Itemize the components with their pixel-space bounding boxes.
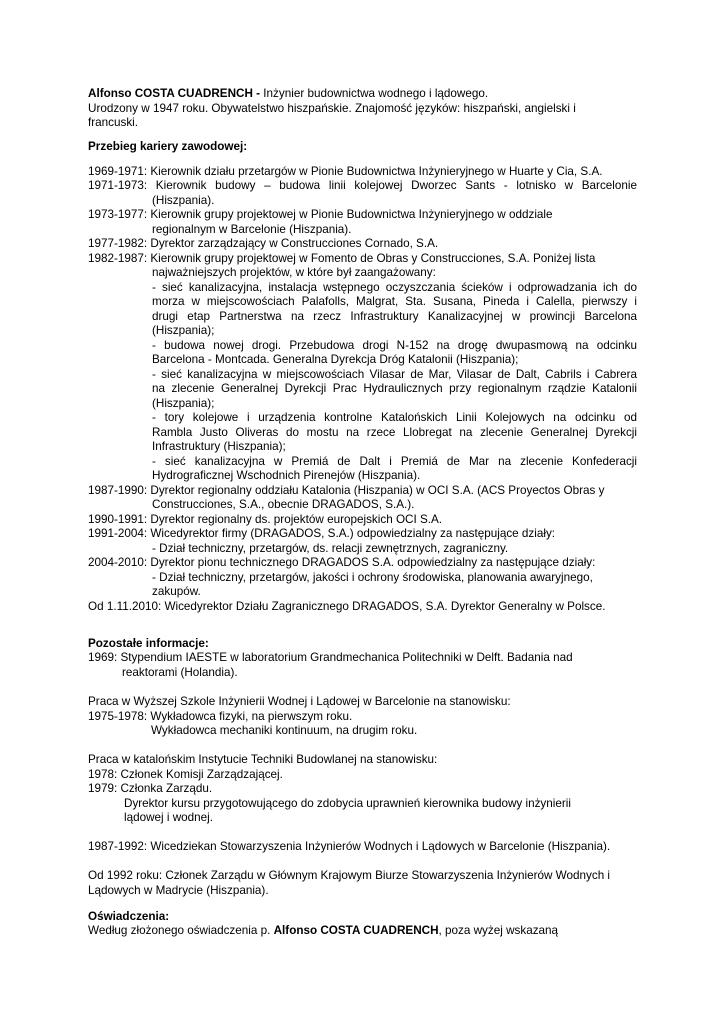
- career-line: (Hiszpania).: [152, 194, 215, 207]
- statements-person-name: Alfonso COSTA CUADRENCH: [273, 924, 439, 937]
- career-line: 1973-1977: Kierownik grupy projektowej w Pionie Budownictwa Inżynieryjnego w oddziale: [88, 208, 553, 221]
- career-line: 1987-1990: Dyrektor regionalny oddziału Katalonia (Hiszpania) w OCI S.A. (ACS Proyectos Obras y: [88, 484, 605, 497]
- project-line: (Hiszpania);: [152, 397, 215, 410]
- career-line: Construcciones, S.A., obecnie DRAGADOS, S.A.).: [152, 498, 415, 511]
- project-line: (Hiszpania);: [152, 324, 215, 337]
- project-line: - sieć kanalizacyjna w Premiá de Dalt i Premiá de Mar na zlecenie Konfederacji: [152, 455, 637, 468]
- person-name: Alfonso COSTA CUADRENCH -: [88, 87, 261, 100]
- project-line: Infrastruktury (Hiszpania);: [152, 440, 286, 453]
- other-heading: Pozostałe informacje:: [88, 637, 209, 650]
- career-line: 1971-1973: Kierownik budowy – budowa linii kolejowej Dworzec Sants - lotnisko w Barcelonie: [88, 179, 637, 192]
- person-title: Inżynier budownictwa wodnego i lądowego.: [260, 87, 489, 100]
- career-line: zakupów.: [152, 585, 201, 598]
- project-line: - tory kolejowe i urządzenia kontrolne Katalońskich Linii Kolejowych na odcinku od: [152, 411, 637, 424]
- intro-line-2: Urodzony w 1947 roku. Obywatelstwo hiszpańskie. Znajomość języków: hiszpański, angielski i: [88, 102, 576, 115]
- other-line: reaktorami (Holandia).: [122, 666, 238, 679]
- statements-text-after: , poza wyżej wskazaną: [438, 924, 559, 937]
- career-line: 1982-1987: Kierownik grupy projektowej w Fomento de Obras y Construcciones, S.A. Poniżej lista: [88, 252, 596, 265]
- career-line: regionalnym w Barcelonie (Hiszpania).: [152, 223, 352, 236]
- career-line: 2004-2010: Dyrektor pionu technicznego DRAGADOS S.A. odpowiedzialny za następujące działy:: [88, 556, 596, 569]
- project-line: Rambla Justo Oliveras do mostu na rzece Llobregat na zlecenie Generalnej Dyrekcji: [152, 426, 637, 439]
- statements-line: [88, 924, 558, 939]
- other-line: Praca w Wyższej Szkole Inżynierii Wodnej i Lądowej w Barcelonie na stanowisku:: [88, 695, 511, 708]
- other-line: lądowej i wodnej.: [124, 811, 214, 824]
- project-line: Hydrograficznej Wschodnich Pirenejów (Hiszpania).: [152, 469, 421, 482]
- other-line: 1969: Stypendium IAESTE w laboratorium Grandmechanica Politechniki w Delft. Badania nad: [88, 651, 573, 664]
- intro-line-3: francuski.: [88, 116, 139, 129]
- other-line: Od 1992 roku: Członek Zarządu w Głównym Krajowym Biurze Stowarzyszenia Inżynierów Wodnych i: [88, 869, 611, 882]
- project-line: drugi etap Partnerstwa na rzecz Infrastruktury Kanalizacyjnej w prowincji Barcelona: [152, 310, 637, 323]
- career-line: - Dział techniczny, przetargów, ds. relacji zewnętrznych, zagraniczny.: [152, 542, 509, 555]
- career-line: Od 1.11.2010: Wicedyrektor Działu Zagranicznego DRAGADOS, S.A. Dyrektor Generalny w Polsce.: [88, 600, 606, 613]
- career-line: 1969-1971: Kierownik działu przetargów w Pionie Budownictwa Inżynieryjnego w Huarte y Cia, S.A.: [88, 165, 603, 178]
- project-line: morza w miejscowościach Palafolls, Malgrat, Sta. Susana, Pineda i Calella, pierwszy i: [152, 295, 637, 308]
- career-line: 1977-1982: Dyrektor zarządzający w Construcciones Cornado, S.A.: [88, 237, 439, 250]
- career-heading: Przebieg kariery zawodowej:: [88, 140, 248, 153]
- project-line: - sieć kanalizacyjna w miejscowościach Vilasar de Mar, Vilasar de Dalt, Cabrils i Cabrera: [152, 368, 637, 381]
- intro-line-1: [88, 87, 488, 102]
- statements-text-before: Według złożonego oświadczenia p.: [88, 924, 274, 937]
- other-line: 1979: Członka Zarządu.: [88, 782, 213, 795]
- career-line: 1990-1991: Dyrektor regionalny ds. projektów europejskich OCI S.A.: [88, 513, 443, 526]
- project-line: Barcelona - Montcada. Generalna Dyrekcja Dróg Katalonii (Hiszpania);: [152, 353, 519, 366]
- project-line: - budowa nowej drogi. Przebudowa drogi N-152 na drogę dwupasmową na odcinku: [152, 339, 637, 352]
- other-line: 1975-1978: Wykładowca fizyki, na pierwszym roku.: [88, 710, 353, 723]
- statements-heading: Oświadczenia:: [88, 910, 170, 923]
- other-line: Dyrektor kursu przygotowującego do zdobycia uprawnień kierownika budowy inżynierii: [124, 797, 571, 810]
- other-line: Wykładowca mechaniki kontinuum, na drugim roku.: [151, 724, 418, 737]
- other-line: 1978: Członek Komisji Zarządzającej.: [88, 768, 283, 781]
- career-line: - Dział techniczny, przetargów, jakości i ochrony środowiska, planowania awaryjnego,: [152, 571, 593, 584]
- other-line: 1987-1992: Wicedziekan Stowarzyszenia Inżynierów Wodnych i Lądowych w Barcelonie (Hiszpania).: [88, 840, 611, 853]
- other-line: Praca w katalońskim Instytucie Techniki Budowlanej na stanowisku:: [88, 753, 438, 766]
- other-line: Lądowych w Madrycie (Hiszpania).: [88, 884, 269, 897]
- career-line: najważniejszych projektów, w które był zaangażowany:: [152, 266, 436, 279]
- project-line: na zlecenie Generalnej Dyrekcji Prac Hydraulicznych przy regionalnym rządzie Katalonii: [152, 382, 637, 395]
- project-line: - sieć kanalizacyjna, instalacja wstępnego oczyszczania ścieków i odprowadzania ich do: [152, 281, 637, 294]
- career-line: 1991-2004: Wicedyrektor firmy (DRAGADOS, S.A.) odpowiedzialny za następujące działy:: [88, 527, 556, 540]
